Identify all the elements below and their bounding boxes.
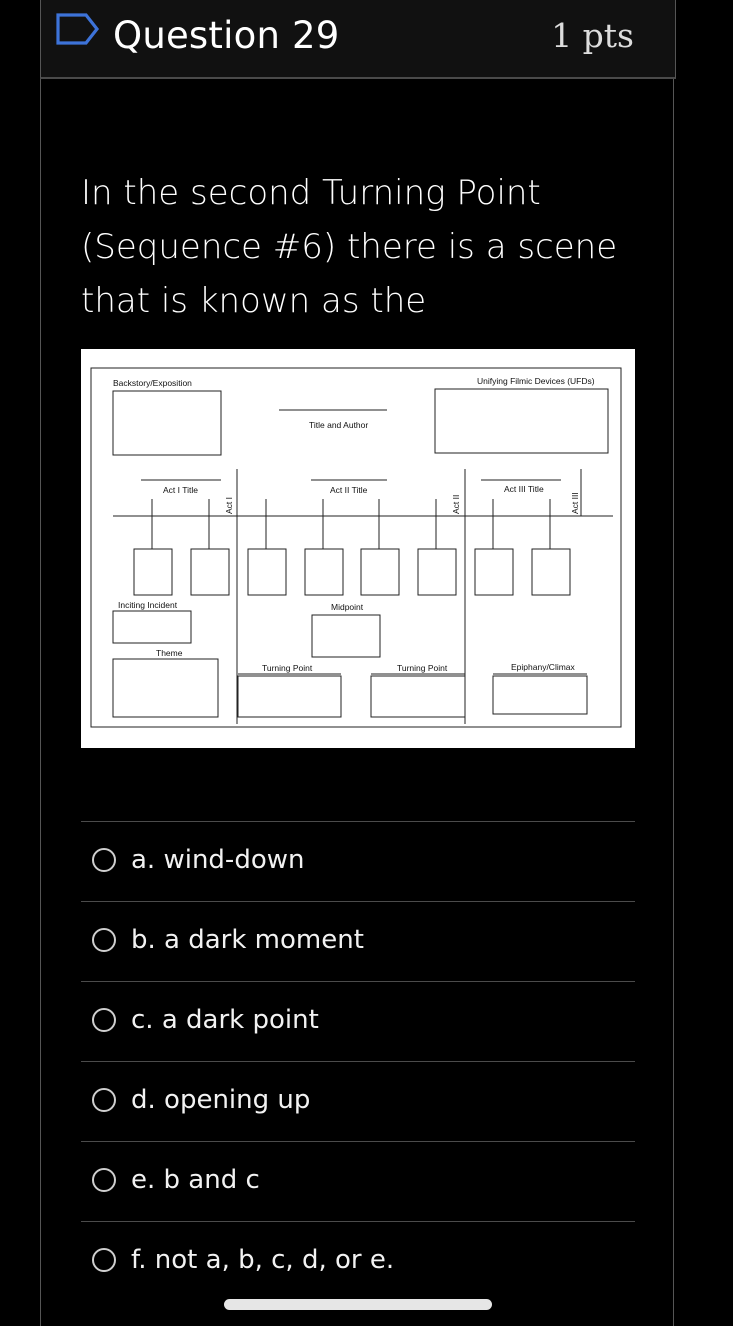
answer-option-e[interactable] xyxy=(81,1141,635,1221)
answer-label[interactable]: b. a dark moment xyxy=(131,925,364,955)
diagram-act2-label: Act II xyxy=(451,494,461,514)
answer-option-a[interactable] xyxy=(81,821,635,901)
answer-option-c[interactable] xyxy=(81,981,635,1061)
diagram-act1-label: Act I xyxy=(224,496,234,514)
answer-option-b[interactable] xyxy=(81,901,635,981)
answer-list xyxy=(81,821,635,1301)
flag-icon[interactable] xyxy=(56,12,100,46)
answer-option-d[interactable] xyxy=(81,1061,635,1141)
radio-button[interactable] xyxy=(92,848,116,872)
diagram-act3-title-label: Act III Title xyxy=(504,484,544,494)
diagram-act3-label: Act III xyxy=(570,492,580,514)
diagram-svg xyxy=(81,349,635,748)
radio-button[interactable] xyxy=(92,1088,116,1112)
question-title: Question 29 xyxy=(113,14,340,57)
home-indicator[interactable] xyxy=(224,1299,492,1310)
diagram-title-author-label: Title and Author xyxy=(309,420,369,430)
answer-label[interactable]: c. a dark point xyxy=(131,1005,319,1035)
answer-label[interactable]: e. b and c xyxy=(131,1165,260,1195)
answer-option-f[interactable] xyxy=(81,1221,635,1301)
diagram-turning-point-2-label: Turning Point xyxy=(397,663,448,673)
answer-label[interactable]: a. wind-down xyxy=(131,845,305,875)
diagram-climax-label: Epiphany/Climax xyxy=(511,662,575,672)
radio-button[interactable] xyxy=(92,1248,116,1272)
diagram-midpoint-label: Midpoint xyxy=(331,602,364,612)
radio-button[interactable] xyxy=(92,1168,116,1192)
diagram-inciting-label: Inciting Incident xyxy=(118,600,178,610)
diagram-backstory-label: Backstory/Exposition xyxy=(113,378,192,388)
question-prompt: In the second Turning Point (Sequence #6) there is a scene that is known as the xyxy=(81,173,618,321)
answer-label[interactable]: f. not a, b, c, d, or e. xyxy=(131,1245,395,1275)
answer-label[interactable]: d. opening up xyxy=(131,1085,311,1115)
question-points: 1 pts xyxy=(551,16,634,55)
diagram-turning-point-1-label: Turning Point xyxy=(262,663,313,673)
story-structure-diagram xyxy=(81,349,635,748)
diagram-theme-label: Theme xyxy=(156,648,183,658)
diagram-ufds-label: Unifying Filmic Devices (UFDs) xyxy=(477,376,595,386)
diagram-act2-title-label: Act II Title xyxy=(330,485,368,495)
radio-button[interactable] xyxy=(92,1008,116,1032)
radio-button[interactable] xyxy=(92,928,116,952)
diagram-act1-title-label: Act I Title xyxy=(163,485,198,495)
